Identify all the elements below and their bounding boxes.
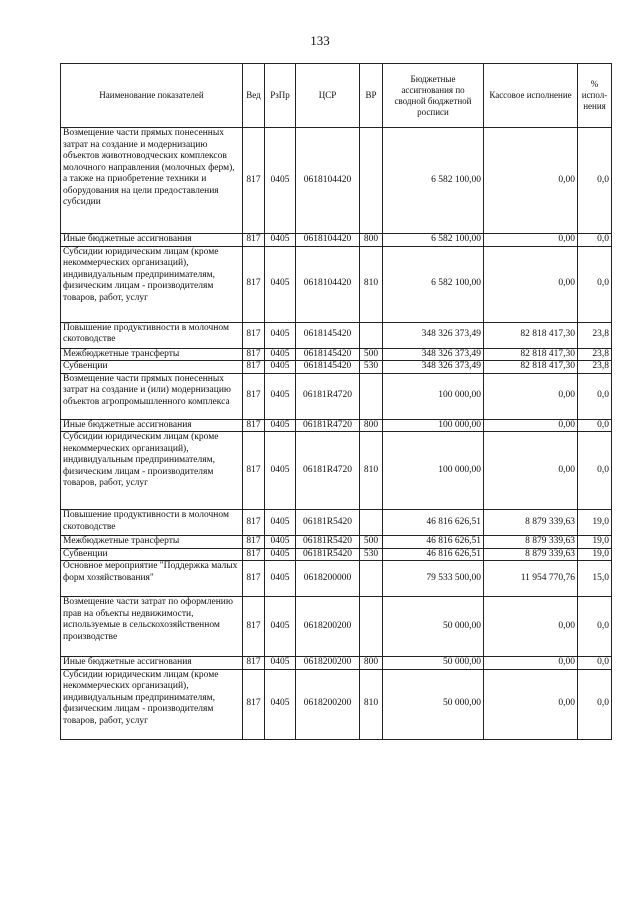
row-csr: 06181R4720 (296, 432, 360, 510)
row-ved: 817 (243, 348, 265, 361)
row-pct: 19,0 (578, 536, 612, 549)
row-name: Иные бюджетные ассигнования (61, 657, 243, 670)
row-name: Субвенции (61, 548, 243, 561)
row-vr (360, 322, 383, 348)
row-budget: 6 582 100,00 (383, 234, 484, 247)
table-row (61, 348, 612, 361)
row-name: Повышение продуктивности в молочном скотоводстве (61, 322, 243, 348)
row-pct: 0,0 (578, 128, 612, 234)
table-row (61, 246, 612, 322)
row-budget: 50 000,00 (383, 669, 484, 739)
row-rzpr: 0405 (265, 322, 296, 348)
row-name: Повышение продуктивности в молочном скотоводстве (61, 510, 243, 536)
row-cash: 0,00 (484, 669, 578, 739)
row-rzpr: 0405 (265, 548, 296, 561)
table-row (61, 432, 612, 510)
row-rzpr: 0405 (265, 348, 296, 361)
row-vr: 530 (360, 548, 383, 561)
row-name: Субвенции (61, 361, 243, 374)
budget-execution-table (60, 63, 612, 740)
row-rzpr: 0405 (265, 373, 296, 419)
row-vr: 810 (360, 669, 383, 739)
row-vr: 810 (360, 432, 383, 510)
header-csr: ЦСР (296, 64, 360, 128)
row-rzpr: 0405 (265, 510, 296, 536)
row-cash: 0,00 (484, 234, 578, 247)
row-budget: 348 326 373,49 (383, 348, 484, 361)
row-csr: 0618104420 (296, 128, 360, 234)
row-vr: 810 (360, 246, 383, 322)
row-ved: 817 (243, 657, 265, 670)
row-ved: 817 (243, 322, 265, 348)
table-row (61, 597, 612, 657)
table-row (61, 657, 612, 670)
row-cash: 0,00 (484, 128, 578, 234)
row-csr: 06181R4720 (296, 419, 360, 432)
row-vr (360, 597, 383, 657)
row-pct: 15,0 (578, 561, 612, 597)
row-ved: 817 (243, 597, 265, 657)
row-rzpr: 0405 (265, 419, 296, 432)
row-pct: 23,8 (578, 361, 612, 374)
table-header-row (61, 64, 612, 128)
row-pct: 0,0 (578, 597, 612, 657)
row-csr: 06181R5420 (296, 536, 360, 549)
row-csr: 0618104420 (296, 234, 360, 247)
row-cash: 0,00 (484, 597, 578, 657)
row-ved: 817 (243, 246, 265, 322)
table-row (61, 128, 612, 234)
row-cash: 0,00 (484, 657, 578, 670)
row-budget: 100 000,00 (383, 432, 484, 510)
row-csr: 06181R5420 (296, 510, 360, 536)
row-csr: 0618104420 (296, 246, 360, 322)
row-rzpr: 0405 (265, 657, 296, 670)
row-pct: 0,0 (578, 669, 612, 739)
table-row (61, 234, 612, 247)
row-rzpr: 0405 (265, 597, 296, 657)
row-vr: 800 (360, 419, 383, 432)
row-pct: 0,0 (578, 373, 612, 419)
row-budget: 348 326 373,49 (383, 361, 484, 374)
header-name: Наименование показателей (61, 64, 243, 128)
row-vr (360, 373, 383, 419)
row-csr: 0618200200 (296, 657, 360, 670)
row-cash: 82 818 417,30 (484, 322, 578, 348)
row-name: Межбюджетные трансферты (61, 536, 243, 549)
row-budget: 6 582 100,00 (383, 246, 484, 322)
row-rzpr: 0405 (265, 536, 296, 549)
row-budget: 348 326 373,49 (383, 322, 484, 348)
table-row (61, 536, 612, 549)
row-budget: 46 816 626,51 (383, 536, 484, 549)
row-csr: 0618200000 (296, 561, 360, 597)
row-vr: 500 (360, 348, 383, 361)
row-csr: 0618200200 (296, 597, 360, 657)
row-ved: 817 (243, 536, 265, 549)
row-vr: 800 (360, 657, 383, 670)
row-pct: 19,0 (578, 548, 612, 561)
row-name: Возмещение части прямых понесенных затрат на создание и модернизацию объектов животноводческих комплексов молочного направления (молочных ферм), а также на приобретение техники и оборудования на цели предоставления субсидии (61, 128, 243, 234)
table-row (61, 669, 612, 739)
row-cash: 8 879 339,63 (484, 536, 578, 549)
row-vr: 530 (360, 361, 383, 374)
row-ved: 817 (243, 432, 265, 510)
row-csr: 06181R5420 (296, 548, 360, 561)
table-row (61, 548, 612, 561)
row-ved: 817 (243, 561, 265, 597)
row-rzpr: 0405 (265, 561, 296, 597)
row-budget: 46 816 626,51 (383, 548, 484, 561)
row-cash: 11 954 770,76 (484, 561, 578, 597)
row-vr (360, 510, 383, 536)
table-row (61, 361, 612, 374)
row-budget: 46 816 626,51 (383, 510, 484, 536)
row-csr: 06181R4720 (296, 373, 360, 419)
row-pct: 23,8 (578, 348, 612, 361)
row-budget: 100 000,00 (383, 419, 484, 432)
table-row (61, 510, 612, 536)
row-budget: 6 582 100,00 (383, 128, 484, 234)
row-ved: 817 (243, 361, 265, 374)
row-vr: 500 (360, 536, 383, 549)
header-rzpr: РзПр (265, 64, 296, 128)
row-cash: 82 818 417,30 (484, 361, 578, 374)
row-cash: 0,00 (484, 246, 578, 322)
table-row (61, 322, 612, 348)
row-name: Основное мероприятие "Поддержка малых форм хозяйствования" (61, 561, 243, 597)
page-number: 133 (310, 33, 330, 48)
row-cash: 8 879 339,63 (484, 548, 578, 561)
row-pct: 19,0 (578, 510, 612, 536)
row-pct: 0,0 (578, 432, 612, 510)
row-rzpr: 0405 (265, 246, 296, 322)
row-vr (360, 561, 383, 597)
row-rzpr: 0405 (265, 128, 296, 234)
row-ved: 817 (243, 128, 265, 234)
header-vr: ВР (360, 64, 383, 128)
header-ved: Вед (243, 64, 265, 128)
row-pct: 0,0 (578, 246, 612, 322)
row-ved: 817 (243, 419, 265, 432)
row-cash: 0,00 (484, 373, 578, 419)
row-pct: 0,0 (578, 419, 612, 432)
header-cash: Кассовое исполнение (484, 64, 578, 128)
row-pct: 23,8 (578, 322, 612, 348)
row-name: Субсидии юридическим лицам (кроме некоммерческих организаций), индивидуальным предпринимателям, физическим лицам - производителям товаров, работ, услуг (61, 669, 243, 739)
row-budget: 100 000,00 (383, 373, 484, 419)
row-ved: 817 (243, 669, 265, 739)
row-csr: 0618200200 (296, 669, 360, 739)
row-cash: 0,00 (484, 419, 578, 432)
row-cash: 0,00 (484, 432, 578, 510)
header-pct: % испол-нения (578, 64, 612, 128)
row-budget: 79 533 500,00 (383, 561, 484, 597)
row-csr: 0618145420 (296, 361, 360, 374)
row-rzpr: 0405 (265, 361, 296, 374)
row-name: Возмещение части затрат по оформлению прав на объекты недвижимости, используемые в сельскохозяйственном производстве (61, 597, 243, 657)
row-vr: 800 (360, 234, 383, 247)
table-row (61, 561, 612, 597)
header-budget: Бюджетные ассигнования по сводной бюджетной росписи (383, 64, 484, 128)
row-ved: 817 (243, 510, 265, 536)
row-budget: 50 000,00 (383, 657, 484, 670)
row-name: Возмещение части прямых понесенных затрат на создание и (или) модернизацию объектов агропромышленного комплекса (61, 373, 243, 419)
row-budget: 50 000,00 (383, 597, 484, 657)
row-name: Иные бюджетные ассигнования (61, 234, 243, 247)
row-csr: 0618145420 (296, 348, 360, 361)
row-ved: 817 (243, 234, 265, 247)
row-vr (360, 128, 383, 234)
row-cash: 8 879 339,63 (484, 510, 578, 536)
row-csr: 0618145420 (296, 322, 360, 348)
row-name: Субсидии юридическим лицам (кроме некоммерческих организаций), индивидуальным предпринимателям, физическим лицам - производителям товаров, работ, услуг (61, 246, 243, 322)
row-name: Иные бюджетные ассигнования (61, 419, 243, 432)
row-rzpr: 0405 (265, 432, 296, 510)
table-row (61, 373, 612, 419)
row-cash: 82 818 417,30 (484, 348, 578, 361)
row-pct: 0,0 (578, 234, 612, 247)
row-ved: 817 (243, 373, 265, 419)
row-name: Субсидии юридическим лицам (кроме некоммерческих организаций), индивидуальным предпринимателям, физическим лицам - производителям товаров, работ, услуг (61, 432, 243, 510)
row-pct: 0,0 (578, 657, 612, 670)
row-rzpr: 0405 (265, 234, 296, 247)
row-name: Межбюджетные трансферты (61, 348, 243, 361)
table-row (61, 419, 612, 432)
row-ved: 817 (243, 548, 265, 561)
row-rzpr: 0405 (265, 669, 296, 739)
